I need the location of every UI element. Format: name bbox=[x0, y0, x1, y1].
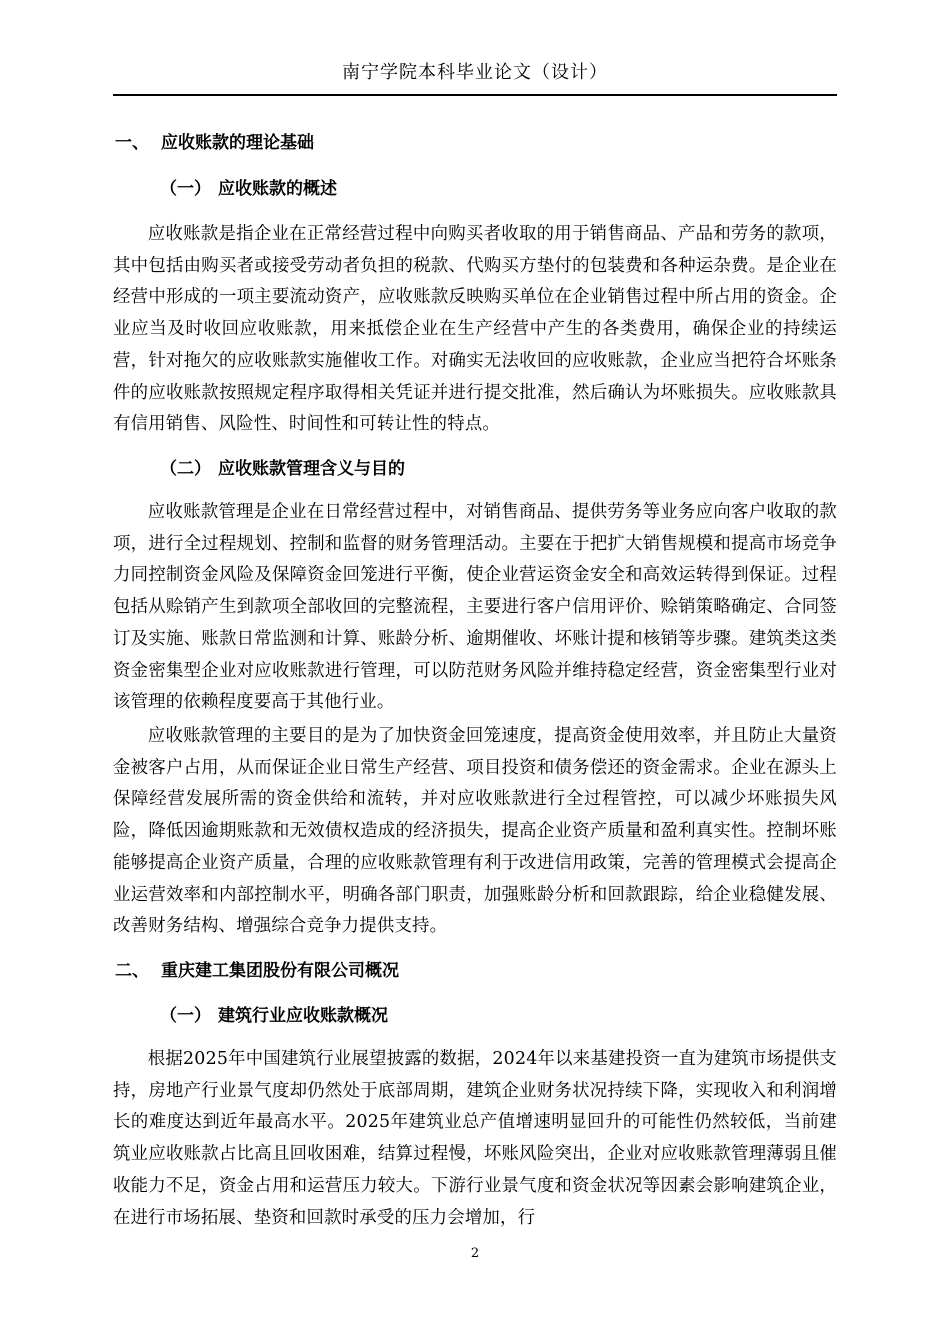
section-number: 一、 bbox=[115, 133, 149, 153]
subsection-heading-2-1 bbox=[160, 1004, 388, 1028]
subsection-title: 应收账款的概述 bbox=[218, 179, 337, 199]
section-title: 应收账款的理论基础 bbox=[161, 133, 314, 153]
paragraph: 应收账款是指企业在正常经营过程中向购买者收取的用于销售商品、产品和劳务的款项，其中包括由购买者或接受劳动者负担的税款、代购买方垫付的包装费和各种运杂费。是企业在经营中形成的一项主要流动资产，应收账款反映购买单位在企业销售过程中所占用的资金。企业应当及时收回应收账款，用来抵偿企业在生产经营中产生的各类费用，确保企业的持续运营，针对拖欠的应收账款实施催收工作。对确实无法收回的应收账款，企业应当把符合坏账条件的应收账款按照规定程序取得相关凭证并进行提交批准，然后确认为坏账损失。应收账款具有信用销售、风险性、时间性和可转让性的特点。 bbox=[113, 224, 837, 435]
running-header: 南宁学院本科毕业论文（设计） bbox=[342, 62, 608, 83]
paragraph: 根据2025年中国建筑行业展望披露的数据，2024年以来基建投资一直为建筑市场提供支持，房地产行业景气度却仍然处于底部周期，建筑企业财务状况持续下降，实现收入和利润增长的难度达到近年最高水平。2025年建筑业总产值增速明显回升的可能性仍然较低，当前建筑业应收账款占比高且回收困难，结算过程慢，坏账风险突出，企业对应收账款管理薄弱且催收能力不足，资金占用和运营压力较大。下游行业景气度和资金状况等因素会影响建筑企业，在进行市场拓展、垫资和回款时承受的压力会增加，行 bbox=[113, 1049, 837, 1228]
page-number: 2 bbox=[470, 1246, 480, 1261]
section-title: 重庆建工集团股份有限公司概况 bbox=[161, 961, 399, 981]
subsection-title: 应收账款管理含义与目的 bbox=[218, 459, 405, 479]
subsection-title: 建筑行业应收账款概况 bbox=[218, 1006, 388, 1026]
subsection-heading-1-2 bbox=[160, 457, 405, 481]
section-number: 二、 bbox=[115, 961, 149, 981]
section-heading-1 bbox=[115, 131, 314, 155]
subsection-number: （一） bbox=[160, 1006, 211, 1026]
subsection-number: （一） bbox=[160, 179, 211, 199]
section-heading-2 bbox=[115, 959, 399, 983]
header-divider bbox=[113, 94, 837, 96]
subsection-number: （二） bbox=[160, 459, 211, 479]
subsection-heading-1-1 bbox=[160, 177, 337, 201]
paragraph: 应收账款管理的主要目的是为了加快资金回笼速度，提高资金使用效率，并且防止大量资金被客户占用，从而保证企业日常生产经营、项目投资和债务偿还的资金需求。企业在源头上保障经营发展所需的资金供给和流转，并对应收账款进行全过程管控，可以减少坏账损失风险，降低因逾期账款和无效债权造成的经济损失，提高企业资产质量和盈利真实性。控制坏账能够提高企业资产质量，合理的应收账款管理有利于改进信用政策，完善的管理模式会提高企业运营效率和内部控制水平，明确各部门职责，加强账龄分析和回款跟踪，给企业稳健发展、改善财务结构、增强综合竞争力提供支持。 bbox=[113, 726, 837, 937]
paragraph: 应收账款管理是企业在日常经营过程中，对销售商品、提供劳务等业务应向客户收取的款项，进行全过程规划、控制和监督的财务管理活动。主要在于把扩大销售规模和提高市场竞争力同控制资金风险及保障资金回笼进行平衡，使企业营运资金安全和高效运转得到保证。过程包括从赊销产生到款项全部收回的完整流程，主要进行客户信用评价、赊销策略确定、合同签订及实施、账款日常监测和计算、账龄分析、逾期催收、坏账计提和核销等步骤。建筑类这类资金密集型企业对应收账款进行管理，可以防范财务风险并维持稳定经营，资金密集型行业对该管理的依赖程度要高于其他行业。 bbox=[113, 502, 837, 713]
